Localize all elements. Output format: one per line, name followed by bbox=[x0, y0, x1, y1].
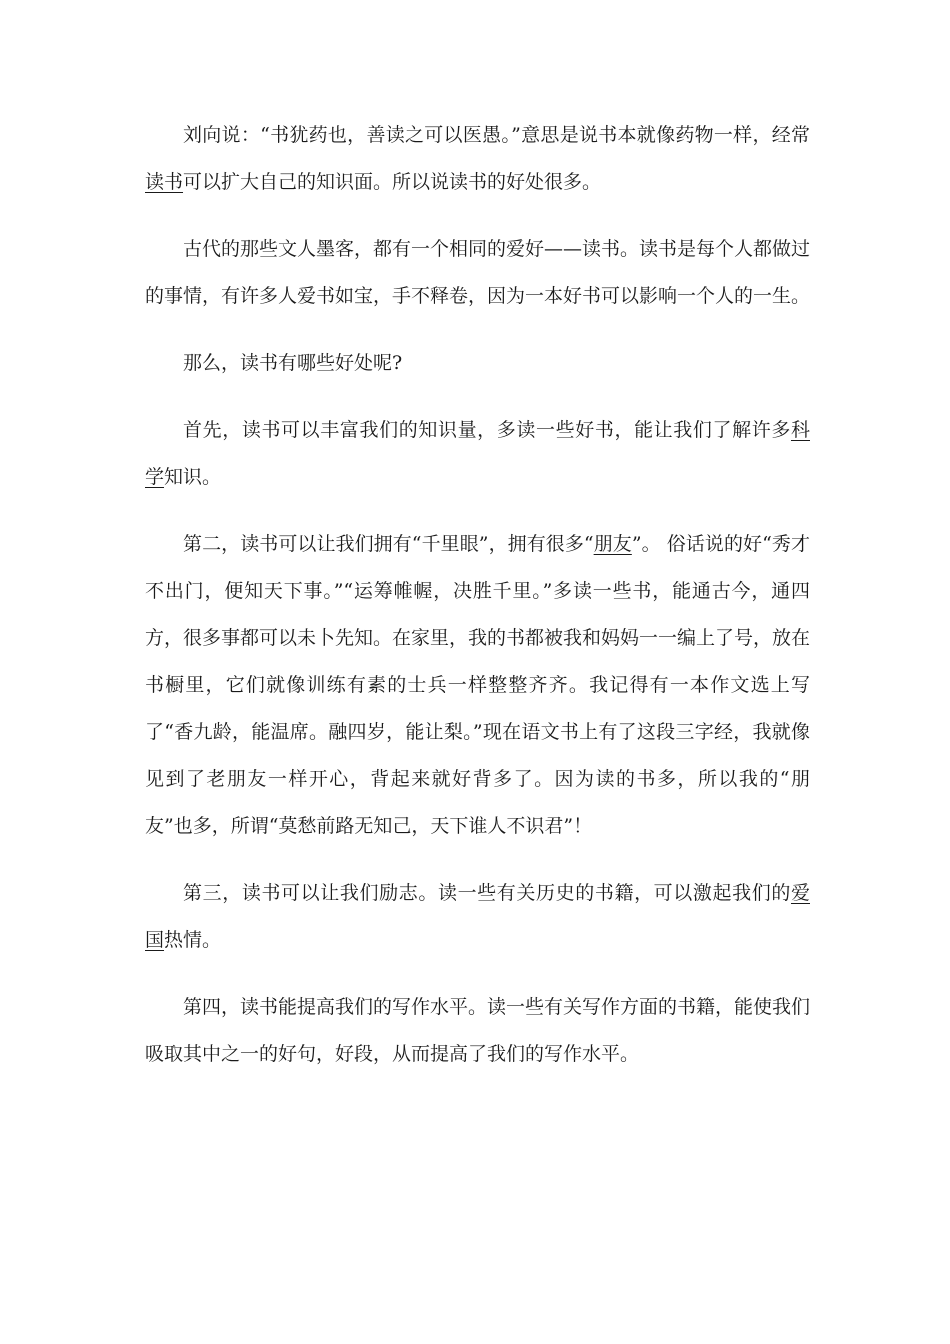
link-ai-guo[interactable]: 爱国 bbox=[145, 882, 810, 951]
paragraph-text: 热情。 bbox=[164, 929, 222, 951]
paragraph-text: 第二，读书可以让我们拥有“千里眼”，拥有很多“ bbox=[183, 533, 594, 555]
paragraph-text: 古代的那些文人墨客，都有一个相同的爱好——读书。读书是每个人都做过的事情，有许多人爱书如宝，手不释卷，因为一本好书可以影响一个人的一生。 bbox=[145, 238, 811, 307]
paragraph-text: 那么，读书有哪些好处呢? bbox=[183, 352, 403, 374]
paragraph-text: 刘向说：“书犹药也，善读之可以医愚。”意思是说书本就像药物一样，经常 bbox=[183, 124, 810, 146]
link-du-shu[interactable]: 读书 bbox=[145, 171, 184, 193]
paragraph-text: ”。 俗话说的好“秀才不出门，便知天下事。”“运筹帷幄，决胜千里。”多读一些书，能通古今，通四方，很多事都可以未卜先知。在家里，我的书都被我和妈妈一一编上了号，放在书橱里，它们就像训练有素的士兵一样整整齐齐。我记得有一本作文选上写了“香九龄，能温席。融四岁，能让梨。”现在语文书上有了这段三字经，我就像见到了老朋友一样开心，背起来就好背多了。因为读的书多，所以我的“朋友”也多，所谓“莫愁前路无知己，天下谁人不识君”！ bbox=[145, 533, 811, 837]
paragraph bbox=[145, 521, 810, 850]
paragraph-text: 首先，读书可以丰富我们的知识量，多读一些好书，能让我们了解许多 bbox=[183, 419, 791, 441]
paragraph bbox=[145, 984, 810, 1078]
paragraph-text: 可以扩大自己的知识面。所以说读书的好处很多。 bbox=[183, 171, 602, 193]
article-body bbox=[145, 112, 810, 1098]
paragraph-text: 第三，读书可以让我们励志。读一些有关历史的书籍，可以激起我们的 bbox=[183, 882, 791, 904]
paragraph bbox=[145, 226, 810, 320]
paragraph-text: 第四，读书能提高我们的写作水平。读一些有关写作方面的书籍，能使我们吸取其中之一的好句，好段，从而提高了我们的写作水平。 bbox=[145, 996, 811, 1065]
link-peng-you[interactable]: 朋友 bbox=[593, 533, 632, 555]
paragraph-text: 知识。 bbox=[164, 466, 222, 488]
paragraph bbox=[145, 340, 810, 387]
link-ke-xue[interactable]: 科学 bbox=[145, 419, 810, 488]
paragraph bbox=[145, 112, 810, 206]
paragraph bbox=[145, 407, 810, 501]
paragraph bbox=[145, 870, 810, 964]
